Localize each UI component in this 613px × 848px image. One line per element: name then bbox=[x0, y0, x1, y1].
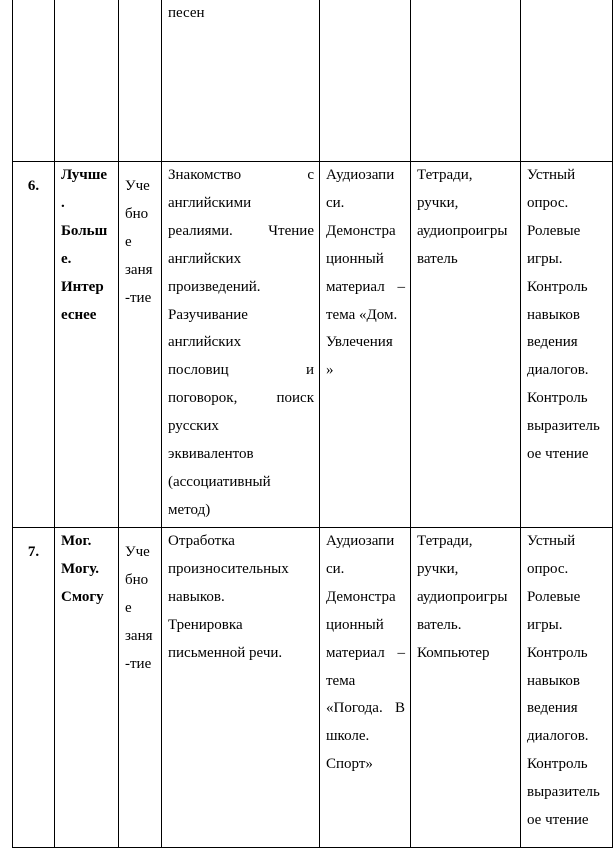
table-row bbox=[13, 162, 613, 528]
cell-line: е bbox=[125, 599, 132, 616]
cell-line: ое чтение bbox=[527, 446, 589, 463]
cell-line: тема bbox=[326, 672, 356, 689]
cell-line: Мог. bbox=[61, 533, 92, 549]
cell-num bbox=[13, 0, 55, 162]
cell-line: е. bbox=[61, 250, 72, 267]
cell-num bbox=[13, 162, 55, 528]
cell-type bbox=[119, 0, 162, 162]
cell-line: бно bbox=[125, 205, 149, 222]
cell-title bbox=[55, 0, 119, 162]
lesson-means bbox=[320, 528, 410, 779]
cell-line: заня bbox=[125, 261, 153, 278]
cell-line: песен bbox=[168, 5, 205, 21]
cell-line: » bbox=[326, 362, 334, 379]
cell-line: Контроль bbox=[527, 644, 588, 661]
cell-line: ционный bbox=[326, 250, 384, 267]
cell-line: -тие bbox=[125, 289, 152, 306]
cell-line: Контроль bbox=[527, 390, 588, 407]
cell-line: реалиями. Чтение bbox=[168, 222, 314, 239]
cell-line: ватель. bbox=[417, 616, 462, 633]
cell-line: Контроль bbox=[527, 278, 588, 295]
cell-line: е bbox=[125, 233, 132, 250]
cell-line: Демонстра bbox=[326, 588, 396, 605]
cell-line: Устный bbox=[527, 167, 576, 183]
cell-line: Больш bbox=[61, 222, 108, 239]
cell-line: ционный bbox=[326, 616, 384, 633]
cell-line: школе. bbox=[326, 728, 370, 745]
cell-means bbox=[320, 162, 411, 528]
cell-line: Интер bbox=[61, 278, 104, 295]
cell-line: диалогов. bbox=[527, 728, 589, 745]
cell-line: Знакомство с bbox=[168, 167, 314, 183]
row-number: 7. bbox=[27, 544, 40, 560]
cell-line: игры. bbox=[527, 616, 563, 633]
cell-line: Демонстра bbox=[326, 222, 396, 239]
cell-line: навыков. bbox=[168, 588, 225, 605]
cell-line: диалогов. bbox=[527, 362, 589, 379]
lesson-control bbox=[521, 528, 612, 835]
lesson-control bbox=[521, 162, 612, 469]
cell-line: английскими bbox=[168, 194, 252, 211]
cell-line: . bbox=[61, 194, 65, 211]
cell-line: Спорт» bbox=[326, 756, 373, 773]
cell-line: произведений. bbox=[168, 278, 261, 295]
cell-line: навыков bbox=[527, 672, 580, 689]
cell-line: заня bbox=[125, 627, 153, 644]
cell-line: опрос. bbox=[527, 560, 569, 577]
cell-line: произносительных bbox=[168, 560, 289, 577]
cell-line: ведения bbox=[527, 334, 578, 351]
cell-line: выразитель bbox=[527, 784, 600, 801]
cell-line: -тие bbox=[125, 655, 152, 672]
cell-type bbox=[119, 528, 162, 848]
lesson-title bbox=[55, 162, 118, 329]
cell-num bbox=[13, 528, 55, 848]
cell-line: английских bbox=[168, 334, 242, 351]
cell-line: Устный bbox=[527, 533, 576, 549]
cell-line: си. bbox=[326, 560, 345, 577]
cell-line: ручки, bbox=[417, 560, 459, 577]
cell-line: русских bbox=[168, 418, 219, 435]
cell-line: (ассоциативный bbox=[168, 473, 271, 490]
cell-equipment bbox=[411, 0, 521, 162]
cell-line: Тетради, bbox=[417, 533, 473, 549]
cell-line: бно bbox=[125, 571, 149, 588]
cell-line: Аудиозапи bbox=[326, 533, 395, 549]
lesson-type bbox=[119, 528, 161, 679]
cell-line: Ролевые bbox=[527, 222, 581, 239]
cell-control bbox=[521, 0, 613, 162]
cell-line: «Погода. В bbox=[326, 700, 405, 717]
cell-line: Ролевые bbox=[527, 588, 581, 605]
cell-line: материал – bbox=[326, 644, 405, 661]
lesson-type bbox=[119, 162, 161, 313]
cell-line: материал – bbox=[326, 278, 405, 295]
cell-control bbox=[521, 528, 613, 848]
cell-line: аудиопроигры bbox=[417, 222, 508, 239]
cell-means bbox=[320, 0, 411, 162]
cell-line: Уче bbox=[125, 544, 150, 560]
cell-line: ое чтение bbox=[527, 812, 589, 829]
cell-line: ведения bbox=[527, 700, 578, 717]
cell-line: Лучше bbox=[61, 167, 108, 183]
lesson-plan-table bbox=[12, 0, 613, 848]
cell-line: аудиопроигры bbox=[417, 588, 508, 605]
cell-line: опрос. bbox=[527, 194, 569, 211]
cell-line: пословиц и bbox=[168, 362, 314, 379]
cell-line: Контроль bbox=[527, 756, 588, 773]
lesson-title bbox=[55, 528, 118, 612]
lesson-means bbox=[320, 162, 410, 385]
cell-line: Тренировка bbox=[168, 616, 243, 633]
lesson-content bbox=[162, 162, 319, 525]
cell-line: еснее bbox=[61, 306, 97, 323]
cell-line: письменной речи. bbox=[168, 644, 283, 661]
cell-line: метод) bbox=[168, 501, 211, 518]
cell-equipment bbox=[411, 528, 521, 848]
cell-means bbox=[320, 528, 411, 848]
cell-line: Разучивание bbox=[168, 306, 248, 323]
row-number: 6. bbox=[27, 178, 40, 194]
cell-line: навыков bbox=[527, 306, 580, 323]
lesson-equipment bbox=[411, 162, 520, 274]
cell-type bbox=[119, 162, 162, 528]
cell-line: ручки, bbox=[417, 194, 459, 211]
cell-title bbox=[55, 162, 119, 528]
cell-title bbox=[55, 528, 119, 848]
cell-line: Компьютер bbox=[417, 644, 490, 661]
cell-line: Смогу bbox=[61, 588, 104, 605]
cell-content bbox=[162, 528, 320, 848]
cell-line: английских bbox=[168, 250, 242, 267]
cell-line: си. bbox=[326, 194, 345, 211]
cell-line: эквивалентов bbox=[168, 446, 254, 463]
table-row bbox=[13, 528, 613, 848]
cell-line: поговорок, поиск bbox=[168, 390, 314, 407]
cell-control bbox=[521, 162, 613, 528]
cell-line: Аудиозапи bbox=[326, 167, 395, 183]
table-row bbox=[13, 0, 613, 162]
cell-content bbox=[162, 162, 320, 528]
lesson-equipment bbox=[411, 528, 520, 668]
cell-line: выразитель bbox=[527, 418, 600, 435]
cell-line: тема «Дом. bbox=[326, 306, 398, 323]
cell-line: Увлечения bbox=[326, 334, 393, 351]
cell-line: Могу. bbox=[61, 560, 100, 577]
cell-line: игры. bbox=[527, 250, 563, 267]
cell-line: Тетради, bbox=[417, 167, 473, 183]
cell-content bbox=[162, 0, 320, 162]
cell-line: ватель bbox=[417, 250, 458, 267]
cell-line: Уче bbox=[125, 178, 150, 194]
lesson-content bbox=[162, 528, 319, 668]
cell-equipment bbox=[411, 162, 521, 528]
cell-line: Отработка bbox=[168, 533, 235, 549]
